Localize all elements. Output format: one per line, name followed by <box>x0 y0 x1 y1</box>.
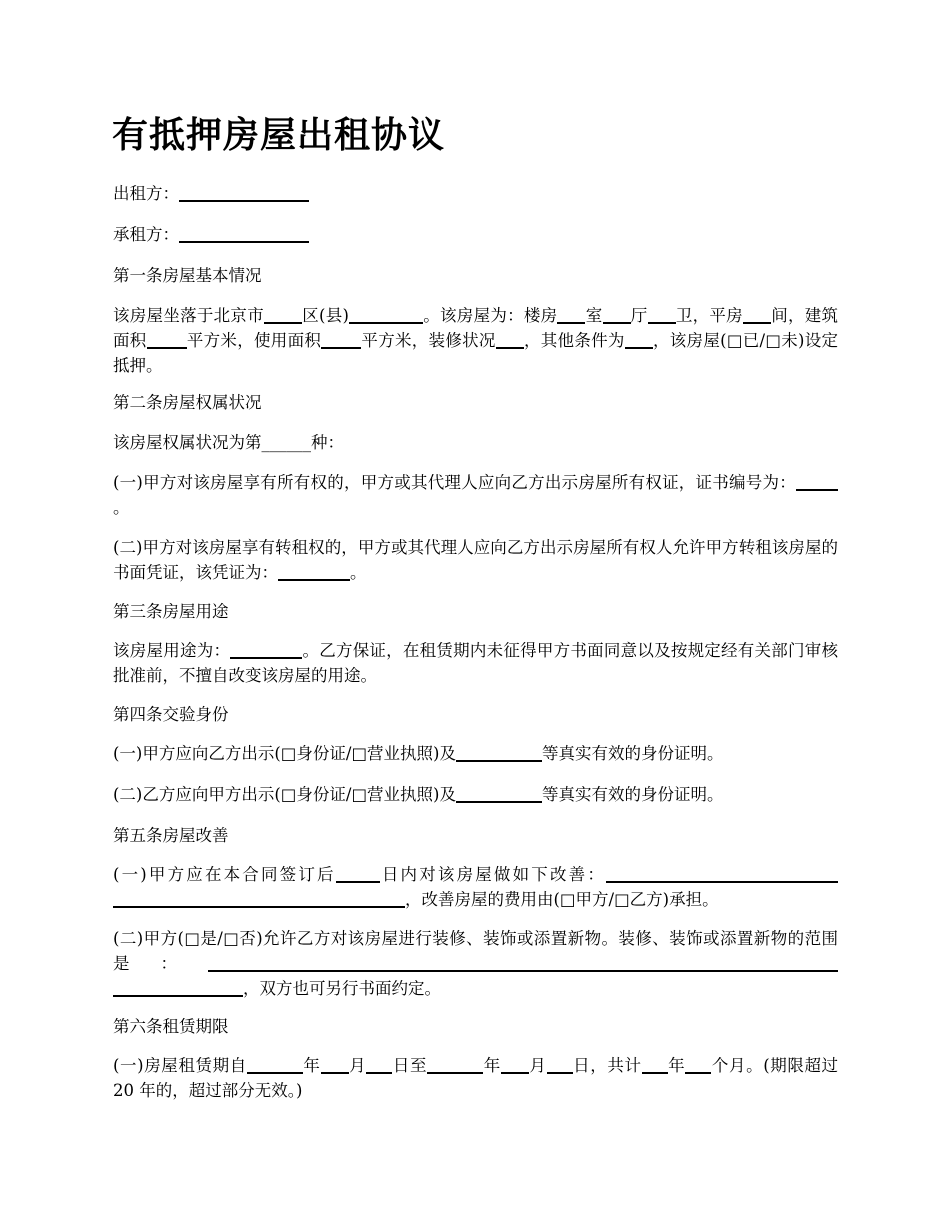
blank <box>557 306 585 325</box>
article-3-paragraph <box>113 638 838 688</box>
article-4-item-1 <box>113 741 838 766</box>
article-1-paragraph <box>113 303 838 378</box>
blank <box>247 1056 303 1075</box>
text-segment: 室 <box>585 306 603 325</box>
article-2-heading: 第二条房屋权属状况 <box>113 393 262 412</box>
text-segment: 等真实有效的身份证明。 <box>542 785 724 804</box>
text-segment: 区(县) <box>301 306 349 325</box>
lessee-blank <box>179 225 309 244</box>
blank <box>427 1056 483 1075</box>
lessee-label: 承租方： <box>113 225 179 244</box>
blank <box>113 979 243 998</box>
blank <box>603 306 631 325</box>
text-segment: 日至 <box>392 1056 428 1075</box>
blank <box>496 331 524 350</box>
text-segment: 日内对该房屋做如下改善： <box>379 865 607 884</box>
blank <box>230 641 302 660</box>
text-segment: ，该房屋(□已/□未)设定抵押。 <box>113 331 839 375</box>
article-4-heading: 第四条交验身份 <box>113 705 229 724</box>
text-segment: 间，建筑面积 <box>113 306 839 350</box>
blank <box>336 865 380 884</box>
article-2-item-1 <box>113 470 838 520</box>
text-segment: 年 <box>302 1056 321 1075</box>
text-segment: (二)甲方对该房屋享有转租权的，甲方或其代理人应向乙方出示房屋所有权人允许甲方转租该房屋的书面凭证，该凭证为： <box>113 538 838 582</box>
lessee-line <box>113 222 838 247</box>
text-segment: 年 <box>483 1056 501 1075</box>
text-segment: 该房屋用途为： <box>113 641 231 660</box>
text-segment: 月 <box>348 1056 367 1075</box>
text-segment: ，双方也可另行书面约定。 <box>243 979 441 998</box>
article-2-intro: 该房屋权属状况为第______种： <box>113 433 344 452</box>
article-5-heading: 第五条房屋改善 <box>113 826 229 845</box>
blank <box>648 306 676 325</box>
text-segment: (一)甲方对该房屋享有所有权的，甲方或其代理人应向乙方出示房屋所有权证，证书编号为： <box>113 473 796 492</box>
lessor-blank <box>179 184 309 203</box>
text-segment: (一)甲方应向乙方出示(□身份证/□营业执照)及 <box>113 744 456 763</box>
article-4-item-2 <box>113 782 838 807</box>
lessor-label: 出租方： <box>113 184 179 203</box>
blank <box>113 890 405 909</box>
text-segment: ，其他条件为 <box>523 331 625 350</box>
blank <box>456 785 542 804</box>
article-3-heading: 第三条房屋用途 <box>113 602 229 621</box>
blank <box>321 331 361 350</box>
text-segment: (一)甲方应在本合同签订后 <box>113 865 336 884</box>
blank <box>743 306 771 325</box>
blank <box>456 744 542 763</box>
blank <box>501 1056 529 1075</box>
text-segment: 。乙方保证，在租赁期内未征得甲方书面同意以及按规定经有关部门审核批准前，不擅自改变该房屋的用途。 <box>113 641 839 685</box>
blank <box>606 865 838 884</box>
blank <box>366 1056 392 1075</box>
text-segment: 等真实有效的身份证明。 <box>542 744 724 763</box>
blank <box>685 1056 711 1075</box>
text-segment: 个月。(期限超过 20 年的，超过部分无效。) <box>113 1056 839 1100</box>
blank <box>625 331 653 350</box>
blank <box>349 306 423 325</box>
text-segment: 。 <box>113 498 130 517</box>
blank <box>642 1056 668 1075</box>
document-title: 有抵押房屋出租协议 <box>112 115 446 156</box>
text-segment: 年 <box>667 1056 686 1075</box>
article-6-item-1 <box>113 1053 838 1103</box>
lessor-line <box>113 181 838 206</box>
article-5-item-2 <box>113 926 838 1001</box>
blank <box>796 473 838 492</box>
text-segment: 月 <box>528 1056 547 1075</box>
blank <box>547 1056 573 1075</box>
blank <box>147 331 187 350</box>
text-segment: ，改善房屋的费用由(□甲方/□乙方)承担。 <box>405 890 719 909</box>
text-segment: 卫，平房 <box>675 306 743 325</box>
article-5-item-1 <box>113 862 838 912</box>
text-segment: 。该房屋为：楼房 <box>422 306 558 325</box>
article-1-heading: 第一条房屋基本情况 <box>113 266 262 285</box>
blank <box>278 563 350 582</box>
blank <box>208 954 838 973</box>
blank <box>264 306 302 325</box>
text-segment: 该房屋坐落于北京市 <box>113 306 264 325</box>
text-segment: (二)甲方(□是/□否)允许乙方对该房屋进行装修、装饰或添置新物。装修、装饰或添置新物的范围是： <box>113 929 838 973</box>
text-segment: 日，共计 <box>572 1056 642 1075</box>
text-segment: 。 <box>350 563 367 582</box>
article-2-item-2 <box>113 535 838 585</box>
blank <box>321 1056 349 1075</box>
text-segment: 平方米，装修状况 <box>361 331 496 350</box>
article-6-heading: 第六条租赁期限 <box>113 1017 229 1036</box>
text-segment: (二)乙方应向甲方出示(□身份证/□营业执照)及 <box>113 785 456 804</box>
text-segment: 平方米，使用面积 <box>186 331 322 350</box>
text-segment: 厅 <box>630 306 648 325</box>
text-segment: (一)房屋租赁期自 <box>113 1056 247 1075</box>
